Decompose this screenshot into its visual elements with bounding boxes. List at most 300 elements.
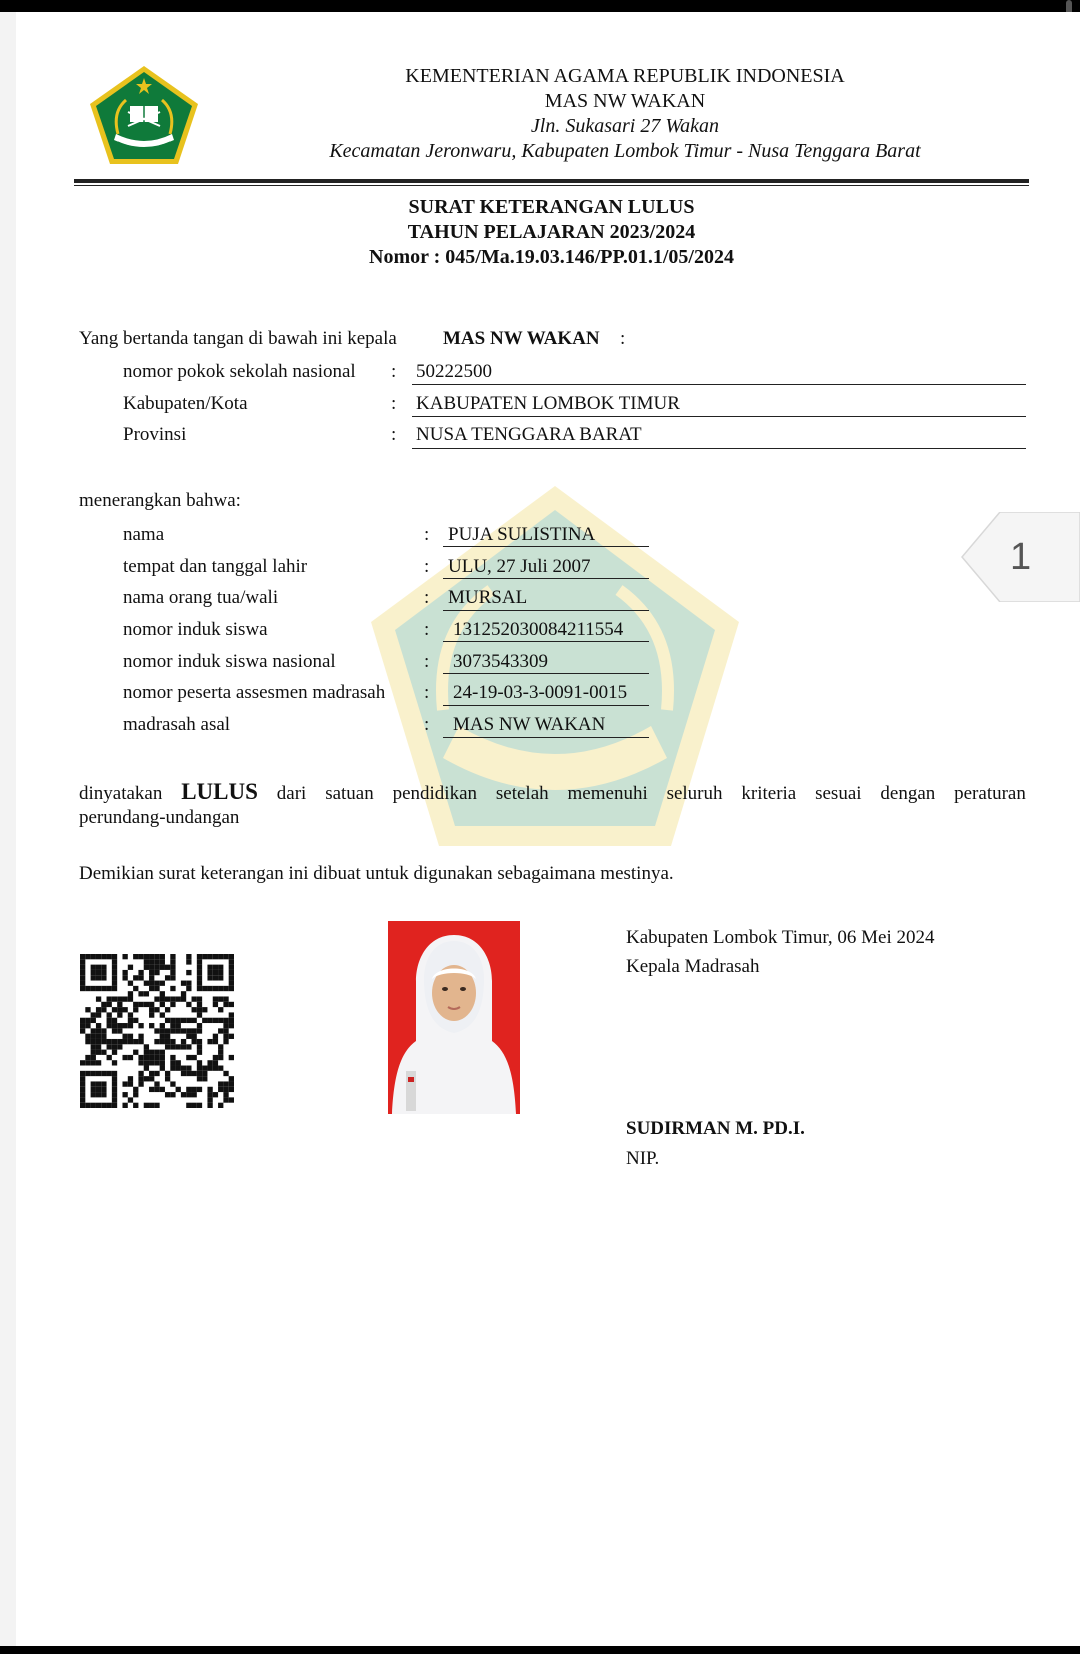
- qr-module: [192, 1071, 197, 1076]
- qr-module: [197, 954, 202, 959]
- school-info-label: Kabupaten/Kota: [123, 393, 248, 414]
- intro-text: Yang bertanda tangan di bawah ini kepala: [79, 328, 397, 349]
- qr-module: [107, 1039, 112, 1044]
- qr-module: [133, 1092, 138, 1097]
- qr-module: [112, 1028, 117, 1033]
- underline: [443, 737, 649, 738]
- qr-module: [176, 1044, 181, 1049]
- qr-module: [207, 970, 212, 975]
- header-rule-thin: [74, 185, 1029, 186]
- qr-module: [154, 1081, 159, 1086]
- qr-module: [85, 1071, 90, 1076]
- qr-module: [176, 1028, 181, 1033]
- qr-module: [107, 1012, 112, 1017]
- qr-module: [91, 975, 96, 980]
- qr-module: [192, 1039, 197, 1044]
- declaration-word: peraturan: [954, 783, 1026, 804]
- qr-module: [112, 1092, 117, 1097]
- qr-module: [85, 986, 90, 991]
- qr-module: [117, 1023, 122, 1028]
- qr-module: [91, 965, 96, 970]
- qr-module: [91, 1018, 96, 1023]
- qr-module: [160, 981, 165, 986]
- qr-module: [202, 986, 207, 991]
- qr-module: [223, 1034, 228, 1039]
- qr-module: [229, 1087, 234, 1092]
- qr-module: [197, 996, 202, 1001]
- qr-module: [122, 975, 127, 980]
- student-birth: ULU, 27 Juli 2007: [448, 556, 591, 577]
- qr-module: [192, 1103, 197, 1108]
- qr-module: [170, 1039, 175, 1044]
- qr-module: [165, 1039, 170, 1044]
- qr-module: [207, 1060, 212, 1065]
- qr-module: [181, 981, 186, 986]
- qr-module: [186, 1066, 191, 1071]
- student-parent: MURSAL: [448, 587, 528, 608]
- qr-module: [85, 1055, 90, 1060]
- qr-module: [223, 954, 228, 959]
- qr-module: [96, 986, 101, 991]
- qr-module: [165, 965, 170, 970]
- qr-module: [96, 1071, 101, 1076]
- kemenag-logo-icon: [88, 64, 200, 166]
- qr-module: [197, 1012, 202, 1017]
- signature-name: SUDIRMAN M. PD.I.: [626, 1118, 805, 1139]
- qr-module: [96, 1092, 101, 1097]
- qr-module: [207, 954, 212, 959]
- qr-module: [128, 981, 133, 986]
- qr-module: [202, 1018, 207, 1023]
- qr-module: [107, 1044, 112, 1049]
- qr-module: [223, 1018, 228, 1023]
- colon: :: [391, 361, 397, 382]
- qr-module: [133, 1018, 138, 1023]
- qr-module: [122, 1055, 127, 1060]
- qr-module: [80, 981, 85, 986]
- qr-module: [144, 954, 149, 959]
- qr-module: [112, 1087, 117, 1092]
- qr-module: [160, 1028, 165, 1033]
- qr-module: [80, 954, 85, 959]
- qr-module: [160, 959, 165, 964]
- qr-module: [101, 1092, 106, 1097]
- qr-module: [160, 1055, 165, 1060]
- qr-module: [213, 996, 218, 1001]
- qr-module: [144, 991, 149, 996]
- qr-module: [197, 1023, 202, 1028]
- qr-module: [96, 975, 101, 980]
- qr-module: [218, 1066, 223, 1071]
- qr-module: [91, 1092, 96, 1097]
- qr-module: [213, 965, 218, 970]
- qr-module: [144, 1060, 149, 1065]
- qr-module: [101, 954, 106, 959]
- qr-module: [112, 1044, 117, 1049]
- qr-module: [138, 1060, 143, 1065]
- declaration-word: dengan: [880, 783, 936, 804]
- doc-number: Nomor : 045/Ma.19.03.146/PP.01.1/05/2024: [369, 246, 734, 268]
- qr-module: [229, 1023, 234, 1028]
- qr-module: [170, 1002, 175, 1007]
- qr-module: [144, 1066, 149, 1071]
- qr-module: [218, 1007, 223, 1012]
- qr-module: [197, 1039, 202, 1044]
- doc-year: TAHUN PELAJARAN 2023/2024: [407, 221, 696, 243]
- qr-module: [112, 1023, 117, 1028]
- qr-module: [192, 1087, 197, 1092]
- qr-module: [229, 1034, 234, 1039]
- qr-module: [218, 1081, 223, 1086]
- qr-module: [149, 981, 154, 986]
- qr-module: [207, 1103, 212, 1108]
- underline: [412, 384, 1026, 385]
- qr-module: [80, 970, 85, 975]
- qr-module: [107, 1018, 112, 1023]
- qr-module: [229, 1012, 234, 1017]
- qr-module: [112, 986, 117, 991]
- qr-module: [165, 1007, 170, 1012]
- qr-module: [165, 1018, 170, 1023]
- bottom-system-bar: [0, 1646, 1080, 1654]
- qr-module: [218, 996, 223, 1001]
- qr-module: [213, 1002, 218, 1007]
- qr-module: [117, 1012, 122, 1017]
- lulus-word: LULUS: [181, 779, 258, 804]
- qr-module: [80, 1076, 85, 1081]
- qr-module: [186, 1087, 191, 1092]
- qr-module: [197, 1050, 202, 1055]
- qr-module: [186, 1044, 191, 1049]
- qr-module: [170, 1092, 175, 1097]
- top-system-bar: [0, 0, 1080, 12]
- qr-module: [223, 1097, 228, 1102]
- qr-module: [160, 1039, 165, 1044]
- qr-module: [154, 981, 159, 986]
- qr-module: [91, 986, 96, 991]
- qr-module: [186, 981, 191, 986]
- qr-module: [138, 991, 143, 996]
- qr-module: [101, 1050, 106, 1055]
- qr-module: [192, 1018, 197, 1023]
- qr-module: [170, 1066, 175, 1071]
- qr-module: [154, 1050, 159, 1055]
- qr-module: [197, 965, 202, 970]
- qr-module: [176, 1066, 181, 1071]
- qr-module: [128, 1018, 133, 1023]
- qr-module: [149, 1076, 154, 1081]
- qr-module: [213, 954, 218, 959]
- qr-module: [112, 1018, 117, 1023]
- qr-module: [128, 1023, 133, 1028]
- qr-module: [213, 1066, 218, 1071]
- qr-module: [165, 1076, 170, 1081]
- qr-module: [85, 1018, 90, 1023]
- qr-module: [101, 1087, 106, 1092]
- declaration-word: pendidikan: [392, 783, 478, 804]
- qr-module: [144, 1002, 149, 1007]
- school-district: Kecamatan Jeronwaru, Kabupaten Lombok Timur - Nusa Tenggara Barat: [329, 140, 921, 162]
- qr-module: [112, 1039, 117, 1044]
- signature-place-date: Kabupaten Lombok Timur, 06 Mei 2024: [626, 927, 935, 948]
- qr-module: [112, 1050, 117, 1055]
- qr-module: [223, 1071, 228, 1076]
- qr-module: [229, 981, 234, 986]
- student-photo: [388, 921, 520, 1114]
- qr-module: [91, 1081, 96, 1086]
- qr-module: [154, 959, 159, 964]
- student-name: PUJA SULISTINA: [448, 524, 596, 545]
- underline: [443, 705, 649, 706]
- qr-module: [207, 1087, 212, 1092]
- qr-module: [138, 1071, 143, 1076]
- qr-module: [138, 954, 143, 959]
- qr-module: [218, 954, 223, 959]
- colon: :: [424, 524, 430, 545]
- underline: [443, 610, 649, 611]
- qr-module: [133, 986, 138, 991]
- qr-module: [192, 996, 197, 1001]
- declaration-line2: perundang-undangan: [79, 807, 240, 828]
- qr-module: [218, 965, 223, 970]
- qr-module: [133, 1039, 138, 1044]
- colon: :: [424, 587, 430, 608]
- qr-module: [117, 1007, 122, 1012]
- qr-module: [154, 1087, 159, 1092]
- underline: [443, 578, 649, 579]
- declaration-word: satuan: [325, 783, 374, 804]
- qr-module: [170, 1023, 175, 1028]
- qr-module: [218, 986, 223, 991]
- qr-module: [91, 1060, 96, 1065]
- qr-module: [202, 1007, 207, 1012]
- qr-module: [170, 1028, 175, 1033]
- qr-module: [91, 1012, 96, 1017]
- qr-module: [218, 1055, 223, 1060]
- qr-module: [186, 954, 191, 959]
- colon: :: [424, 682, 430, 703]
- qr-module: [122, 970, 127, 975]
- qr-module: [91, 1087, 96, 1092]
- qr-module: [229, 986, 234, 991]
- qr-module: [165, 1092, 170, 1097]
- qr-module: [149, 1055, 154, 1060]
- qr-module: [149, 1050, 154, 1055]
- qr-module: [96, 1007, 101, 1012]
- qr-module: [165, 996, 170, 1001]
- qr-module: [229, 1018, 234, 1023]
- colon: :: [424, 619, 430, 640]
- qr-module: [85, 1103, 90, 1108]
- qr-module: [170, 1055, 175, 1060]
- intro-school-name: MAS NW WAKAN: [443, 328, 600, 349]
- qr-module: [128, 1081, 133, 1086]
- colon: :: [424, 714, 430, 735]
- qr-module: [213, 1034, 218, 1039]
- qr-module: [186, 986, 191, 991]
- qr-module: [176, 1018, 181, 1023]
- qr-module: [213, 970, 218, 975]
- doc-title: SURAT KETERANGAN LULUS: [408, 196, 695, 218]
- qr-module: [112, 1081, 117, 1086]
- qr-module: [197, 970, 202, 975]
- qr-module: [101, 965, 106, 970]
- qr-module: [96, 1050, 101, 1055]
- qr-module: [223, 1087, 228, 1092]
- qr-module: [160, 1023, 165, 1028]
- qr-module: [96, 1039, 101, 1044]
- qr-module: [80, 1018, 85, 1023]
- qr-module: [96, 1034, 101, 1039]
- qr-module: [144, 1076, 149, 1081]
- qr-module: [80, 1097, 85, 1102]
- qr-module: [154, 965, 159, 970]
- qr-module: [197, 975, 202, 980]
- qr-module: [207, 1039, 212, 1044]
- qr-module: [207, 1018, 212, 1023]
- qr-module: [223, 1023, 228, 1028]
- colon: :: [424, 651, 430, 672]
- qr-module: [133, 975, 138, 980]
- qr-module: [133, 1050, 138, 1055]
- qr-module: [149, 954, 154, 959]
- qr-module: [197, 1071, 202, 1076]
- qr-module: [202, 1076, 207, 1081]
- qr-module: [218, 970, 223, 975]
- qr-module: [149, 975, 154, 980]
- qr-module: [181, 1071, 186, 1076]
- qr-module: [96, 954, 101, 959]
- qr-module: [117, 1002, 122, 1007]
- qr-module: [181, 1018, 186, 1023]
- qr-module: [213, 1018, 218, 1023]
- qr-module: [112, 1071, 117, 1076]
- qr-module: [138, 975, 143, 980]
- student-info-label: nama: [123, 524, 165, 545]
- qr-module: [154, 1039, 159, 1044]
- qr-module: [96, 1023, 101, 1028]
- qr-module: [85, 1023, 90, 1028]
- qr-module: [138, 1076, 143, 1081]
- qr-module: [181, 1066, 186, 1071]
- declaration-word: sesuai: [815, 783, 862, 804]
- qr-module: [96, 1087, 101, 1092]
- student-info-label: nomor peserta assesmen madrasah: [123, 682, 386, 703]
- signature-position: Kepala Madrasah: [626, 956, 760, 977]
- qr-module: [80, 1060, 85, 1065]
- page-number: 1: [1010, 536, 1032, 578]
- qr-module: [170, 996, 175, 1001]
- qr-module: [107, 986, 112, 991]
- qr-module: [138, 970, 143, 975]
- student-info-label: madrasah asal: [123, 714, 231, 735]
- signature-nip: NIP.: [626, 1148, 660, 1169]
- qr-module: [112, 975, 117, 980]
- qr-module: [207, 975, 212, 980]
- qr-module: [138, 1055, 143, 1060]
- qr-module: [213, 1092, 218, 1097]
- underline: [443, 673, 649, 674]
- school-info-label: Provinsi: [123, 424, 187, 445]
- qr-module: [101, 1103, 106, 1108]
- qr-module: [186, 1103, 191, 1108]
- student-nis: 131252030084211554: [453, 619, 624, 640]
- qr-module: [112, 970, 117, 975]
- qr-module: [160, 954, 165, 959]
- qr-module: [192, 1007, 197, 1012]
- qr-module: [101, 1028, 106, 1033]
- qr-module: [197, 1066, 202, 1071]
- qr-module: [128, 965, 133, 970]
- qr-module: [80, 1092, 85, 1097]
- qr-module: [149, 1103, 154, 1108]
- qr-module: [122, 996, 127, 1001]
- qr-module: [229, 954, 234, 959]
- qr-module: [138, 1034, 143, 1039]
- qr-module: [207, 1092, 212, 1097]
- qr-module: [80, 986, 85, 991]
- qr-module: [170, 965, 175, 970]
- underline: [443, 641, 649, 642]
- qr-module: [149, 1023, 154, 1028]
- qr-module: [80, 1071, 85, 1076]
- qr-module: [80, 1103, 85, 1108]
- student-origin-school: MAS NW WAKAN: [453, 714, 606, 735]
- qr-module: [107, 1071, 112, 1076]
- qr-module: [96, 1103, 101, 1108]
- qr-module: [101, 1034, 106, 1039]
- qr-module: [160, 1060, 165, 1065]
- qr-module: [218, 1087, 223, 1092]
- underline: [412, 416, 1026, 417]
- qr-module: [96, 970, 101, 975]
- qr-module: [186, 970, 191, 975]
- declaration-word: dinyatakan: [79, 783, 163, 804]
- qr-module: [229, 1055, 234, 1060]
- qr-module: [229, 1076, 234, 1081]
- qr-module: [170, 1060, 175, 1065]
- student-info-label: nomor induk siswa nasional: [123, 651, 336, 672]
- qr-module: [197, 1028, 202, 1033]
- qr-module: [101, 1081, 106, 1086]
- qr-module: [80, 1081, 85, 1086]
- qr-module: [197, 1060, 202, 1065]
- qr-module: [186, 1018, 191, 1023]
- ministry-name: KEMENTERIAN AGAMA REPUBLIK INDONESIA: [405, 65, 845, 87]
- qr-module: [128, 996, 133, 1001]
- qr-module: [144, 1044, 149, 1049]
- qr-module: [107, 1002, 112, 1007]
- qr-module: [170, 986, 175, 991]
- colon: :: [391, 424, 397, 445]
- qr-module: [186, 1055, 191, 1060]
- qr-module: [192, 1034, 197, 1039]
- qr-module: [176, 1023, 181, 1028]
- school-info-value: NUSA TENGGARA BARAT: [416, 424, 642, 445]
- qr-module: [122, 1034, 127, 1039]
- qr-module: [154, 1071, 159, 1076]
- qr-module: [154, 1103, 159, 1108]
- qr-module: [160, 1050, 165, 1055]
- qr-module: [128, 991, 133, 996]
- school-info-label: nomor pokok sekolah nasional: [123, 361, 356, 382]
- qr-module: [197, 981, 202, 986]
- qr-code-icon[interactable]: [80, 954, 234, 1108]
- qr-module: [197, 1087, 202, 1092]
- qr-module: [112, 1103, 117, 1108]
- qr-module: [197, 986, 202, 991]
- declaration-word: setelah: [495, 783, 549, 804]
